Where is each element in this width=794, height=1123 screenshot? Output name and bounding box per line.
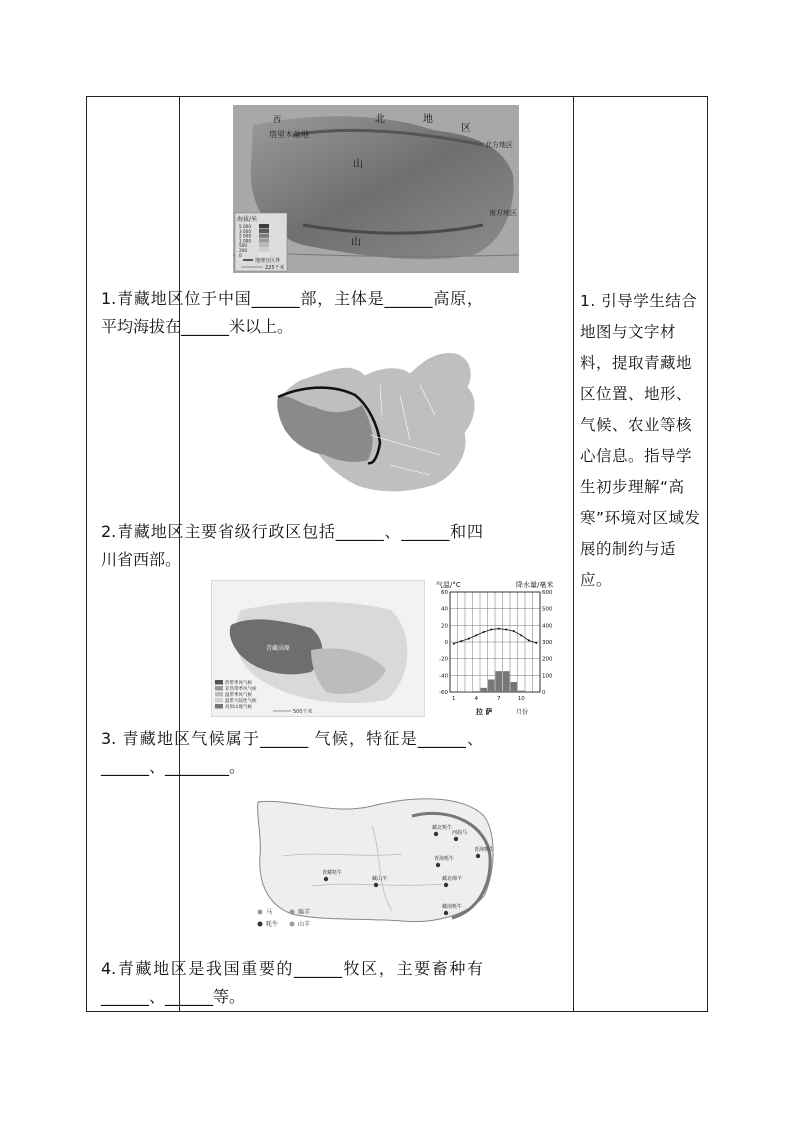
legend-swatch [215, 692, 223, 697]
precip-bar [518, 691, 525, 692]
map-scale: 500千米 [293, 709, 313, 715]
y-right-tick: 200 [542, 656, 553, 663]
x-tick: 1 [452, 696, 456, 702]
legend-swatch [215, 680, 223, 685]
x-tick: 4 [474, 696, 478, 702]
map-scale: 225千米 [265, 265, 285, 271]
yak-icon [444, 883, 448, 887]
precip-bar [473, 691, 480, 692]
climate-zone-map [211, 580, 425, 717]
precip-bar [481, 688, 488, 692]
map-label: 青藏高原 [266, 645, 291, 652]
y-left-tick: -40 [439, 673, 448, 680]
legend-value: 500 [239, 243, 247, 249]
map-label: 北方地区 [485, 141, 513, 149]
legend-swatch [215, 698, 223, 703]
temperature-point [483, 631, 485, 633]
precip-bar [511, 682, 518, 692]
climate-chart [432, 580, 566, 717]
legend-label: 绵羊 [298, 909, 311, 916]
y-right-tick: 0 [542, 690, 546, 696]
legend-value: 0 [239, 252, 242, 258]
temperature-point [513, 630, 515, 632]
y-right-tick: 600 [542, 590, 553, 596]
livestock-label: 青海牦牛 [474, 847, 495, 853]
yak-icon [476, 854, 480, 858]
precip-bar [496, 671, 503, 692]
legend-swatch [259, 234, 269, 238]
y-left-tick: 60 [441, 590, 448, 596]
yak-icon [374, 883, 378, 887]
yak-icon [444, 911, 448, 915]
legend-label: 马 [266, 909, 273, 916]
livestock-label: 青藏牦牛 [322, 870, 343, 876]
map-label: 南方地区 [489, 209, 517, 217]
goat-icon [290, 922, 295, 927]
legend-swatch [259, 248, 269, 252]
yak-icon [454, 837, 458, 841]
yak-icon [434, 832, 438, 836]
temperature-point [520, 634, 522, 636]
precip-bar [503, 671, 510, 692]
temperature-point [498, 628, 500, 630]
chart-title: 拉 萨 [476, 708, 493, 716]
livestock-label: 藏南牦牛 [442, 904, 463, 910]
temperature-point [535, 642, 537, 644]
y-left-tick: -20 [439, 656, 448, 663]
legend-swatch [259, 229, 269, 233]
china-map [270, 345, 490, 495]
legend-swatch [215, 686, 223, 691]
y-right-tick: 400 [542, 623, 553, 630]
livestock-label: 藏山羊 [372, 876, 388, 882]
legend-swatch [259, 238, 269, 242]
sheep-icon [290, 910, 295, 915]
chart-x-unit: 月份 [516, 709, 529, 716]
temperature-point [475, 634, 477, 636]
livestock-label: 藏北牦牛 [432, 825, 453, 831]
legend-label: 温带大陆性气候 [225, 699, 257, 704]
legend-swatch [259, 243, 269, 247]
y-left-tick: 0 [444, 640, 448, 646]
legend-value: 2 000 [239, 233, 251, 239]
livestock-label: 河曲马 [452, 830, 468, 836]
question-3: 3. 青藏地区气候属于______ 气候，特征是______、______、________。 [101, 729, 483, 776]
map-label: 地 [423, 114, 433, 125]
map-label: 北 [375, 114, 385, 125]
legend-label: 高原山地气候 [225, 705, 252, 710]
legend-value: 1 000 [239, 238, 251, 244]
legend-boundary: 地理分区界 [255, 258, 281, 264]
legend-value: 200 [239, 248, 247, 253]
question-1: 1.青藏地区位于中国______部，主体是______高原，平均海拔在______米以上。 [101, 289, 483, 336]
livestock-label: 青海牦牛 [434, 856, 455, 862]
livestock-map [252, 796, 498, 938]
temperature-point [453, 643, 455, 645]
y-left-tick: -60 [439, 690, 448, 696]
y-right-tick: 300 [542, 640, 553, 646]
legend-swatch [259, 253, 269, 257]
y-left-tick: 20 [441, 623, 448, 630]
legend-title: 海拔/米 [237, 216, 258, 223]
x-tick: 7 [497, 696, 501, 702]
terrain-map [233, 105, 519, 273]
legend-swatch [259, 224, 269, 228]
chart-right-axis-title: 降水量/毫米 [516, 581, 554, 589]
livestock-label: 藏北绵羊 [442, 876, 463, 882]
legend-label: 牦牛 [266, 921, 279, 928]
temperature-point [505, 629, 507, 631]
map-label: 西 [273, 115, 281, 124]
x-tick: 10 [517, 696, 525, 702]
yak-icon [324, 877, 328, 881]
legend-swatch [215, 704, 223, 709]
precip-bar [488, 680, 495, 693]
y-right-tick: 500 [542, 606, 553, 613]
temperature-point [490, 629, 492, 631]
yak-icon [258, 922, 263, 927]
chart-left-axis-title: 气温/°C [436, 581, 461, 589]
legend-label: 温带季风气候 [225, 693, 252, 698]
question-4: 4.青藏地区是我国重要的______牧区，主要畜种有______、______等。 [101, 959, 483, 1006]
map-label: 塔里木盆地 [269, 130, 309, 139]
teaching-note: 1. 引导学生结合地图与文字材料，提取青藏地区位置、地形、气候、农业等核心信息。指导学生初步理解“高寒”环境对区域发展的制约与适应。 [580, 292, 701, 589]
legend-value: 5 000 [239, 224, 251, 229]
map-label: 山 [353, 159, 363, 170]
temperature-point [528, 639, 530, 641]
yak-icon [436, 863, 440, 867]
horse-icon [258, 910, 263, 915]
map-label: 山 [351, 237, 361, 248]
column-divider [573, 97, 574, 1011]
legend-label: 山羊 [298, 921, 311, 928]
y-left-tick: 40 [441, 606, 448, 613]
legend-label: 亚热带季风气候 [225, 687, 257, 692]
question-2: 2.青藏地区主要省级行政区包括______、______和四川省西部。 [101, 522, 483, 569]
legend-value: 3 000 [239, 228, 251, 234]
map-label: 区 [461, 123, 471, 134]
temperature-point [460, 640, 462, 642]
legend-label: 热带季风气候 [225, 681, 252, 686]
temperature-point [468, 638, 470, 640]
y-right-tick: 100 [542, 673, 553, 680]
